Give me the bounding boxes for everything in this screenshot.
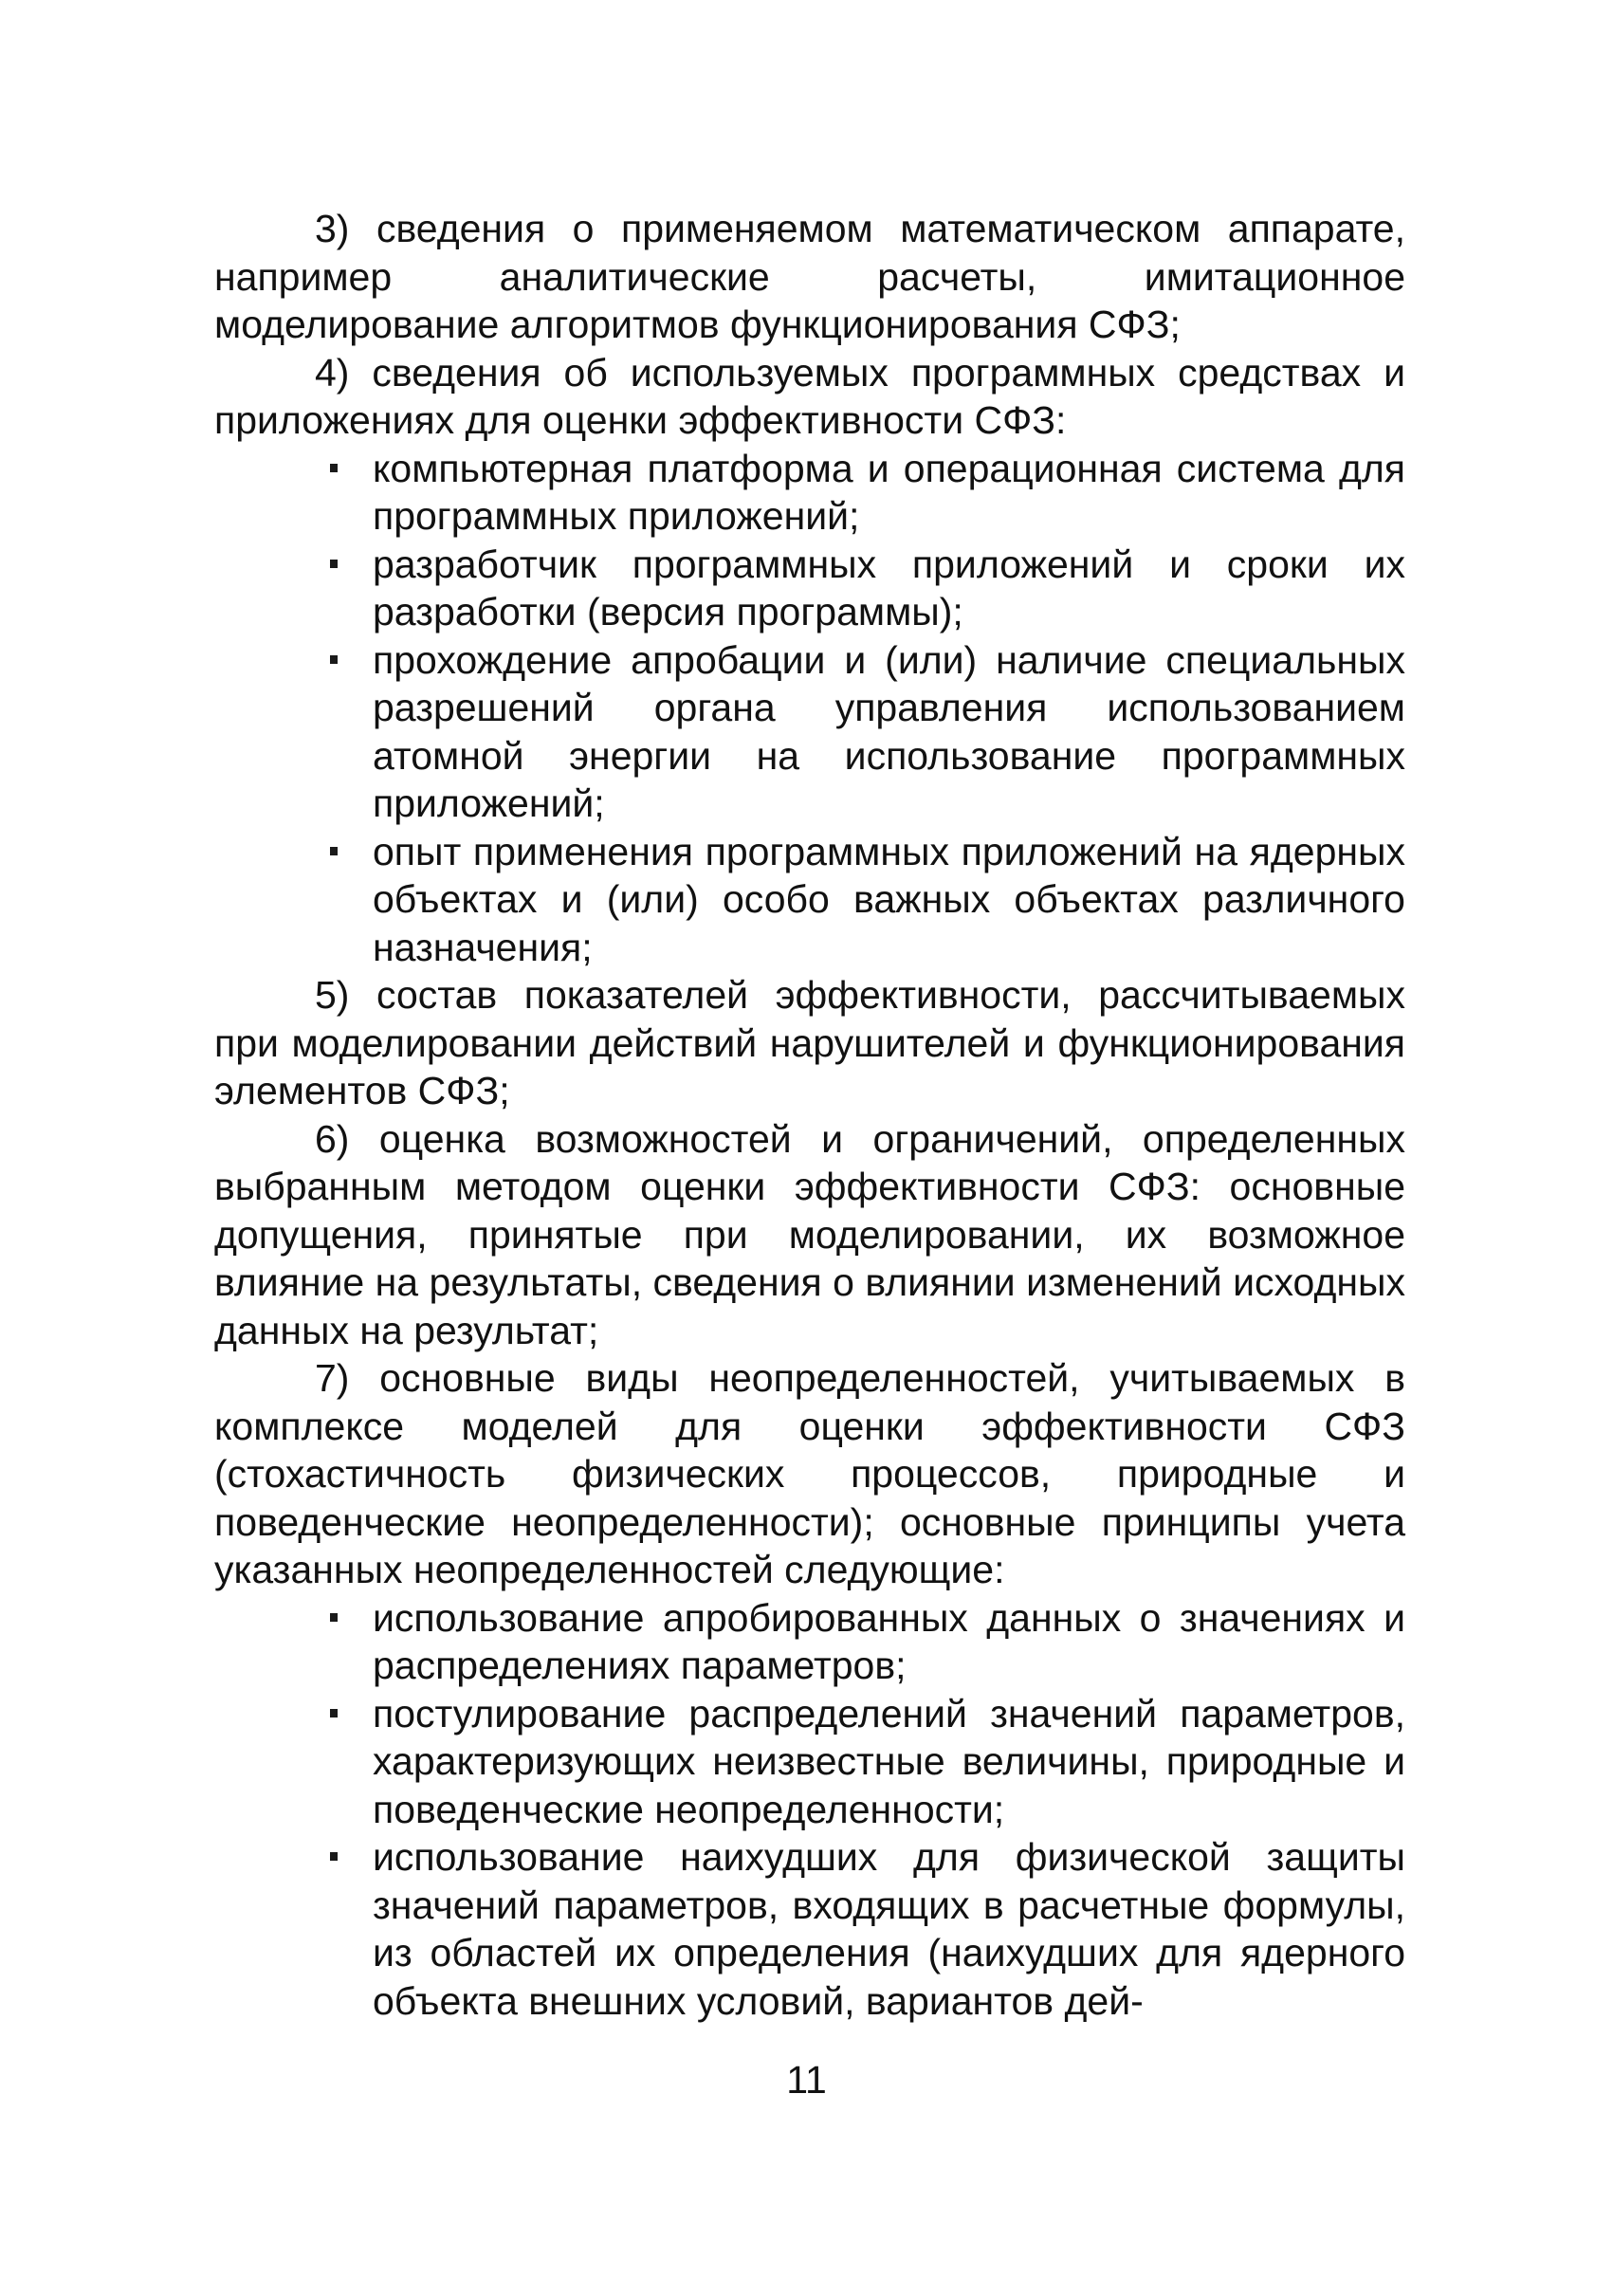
list-item xyxy=(214,1690,1405,1834)
paragraph-3-math-apparatus: 3) сведения о применяемом математическом аппарате, например аналитические расчеты, имитационное моделирование алгоритмов функционирования СФЗ; xyxy=(214,207,1405,346)
list-item xyxy=(214,541,1405,636)
list-item xyxy=(214,445,1405,541)
paragraph-5-efficiency-indicators: 5) состав показателей эффективности, рассчитываемых при моделировании действий нарушителей и функционирования элементов СФЗ; xyxy=(214,973,1405,1112)
bullet-square-icon xyxy=(330,1613,338,1622)
list-item xyxy=(214,1594,1405,1690)
bullet-square-icon xyxy=(330,1852,338,1861)
list-item xyxy=(214,1833,1405,2025)
software-bullet-list xyxy=(214,445,1405,972)
bullet-square-icon xyxy=(330,655,338,664)
list-item-text: прохождение апробации и (или) наличие специальных разрешений органа управления использованием атомной энергии на использование программных приложений; xyxy=(373,637,1405,825)
uncertainty-bullet-list xyxy=(214,1594,1405,2026)
list-item-text: опыт применения программных приложений на ядерных объектах и (или) особо важных объектах различного назначения; xyxy=(373,829,1405,969)
paragraph-7-uncertainties: 7) основные виды неопределенностей, учитываемых в комплексе моделей для оценки эффективности СФЗ (стохастичность физических процессов, природные и поведенческие неопределенности); основные принципы учета указанных неопределенностей следующие: xyxy=(214,1356,1405,1591)
bullet-square-icon xyxy=(330,464,338,472)
list-item-text: постулирование распределений значений параметров, характеризующих неизвестные величины, природные и поведенческие неопределенности; xyxy=(373,1691,1405,1831)
list-item-text: использование наихудших для физической защиты значений параметров, входящих в расчетные формулы, из областей их определения (наихудших для ядерного объекта внешних условий, вариантов дей- xyxy=(373,1835,1405,2023)
list-item-text: использование апробированных данных о значениях и распределениях параметров; xyxy=(373,1595,1405,1687)
paragraph-6-method-limitations: 6) оценка возможностей и ограничений, определенных выбранным методом оценки эффективности СФЗ: основные допущения, принятые при моделировании, их возможное влияние на результаты, сведения о влиянии изменений исходных данных на результат; xyxy=(214,1116,1405,1352)
bullet-square-icon xyxy=(330,1709,338,1717)
list-item-text: разработчик программных приложений и сроки их разработки (версия программы); xyxy=(373,542,1405,634)
bullet-square-icon xyxy=(330,560,338,568)
list-item xyxy=(214,636,1405,828)
list-item xyxy=(214,828,1405,972)
page-number: 11 xyxy=(786,2058,827,2102)
document-page xyxy=(214,205,1405,2025)
bullet-square-icon xyxy=(330,847,338,855)
paragraph-4-software-tools: 4) сведения об используемых программных средствах и приложениях для оценки эффективности СФЗ: xyxy=(214,350,1405,442)
list-item-text: компьютерная платформа и операционная система для программных приложений; xyxy=(373,446,1405,538)
